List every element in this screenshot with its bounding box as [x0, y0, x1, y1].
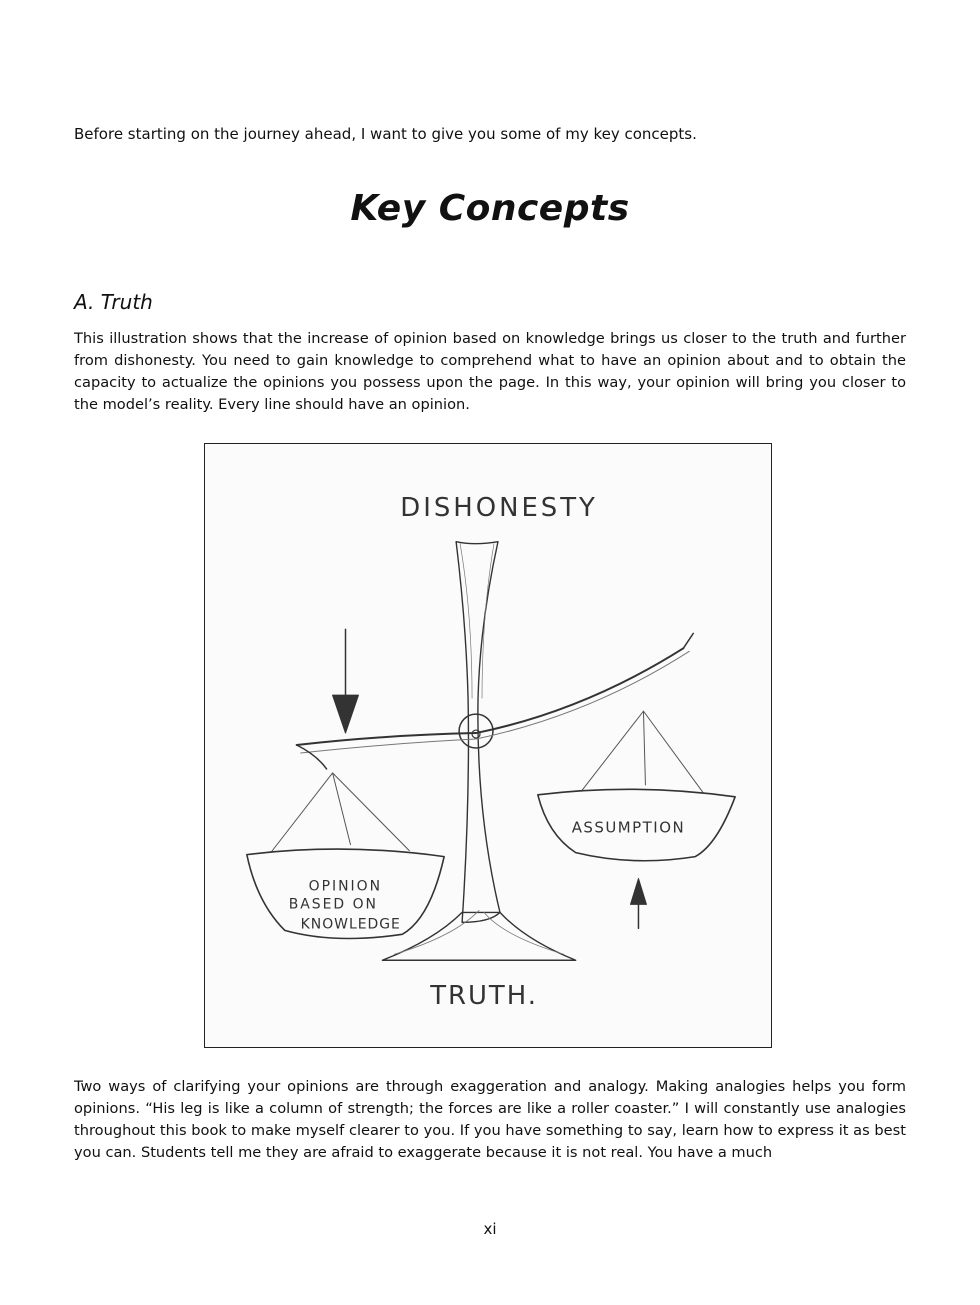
label-knowledge: KNOWLEDGE — [300, 916, 401, 933]
paragraph-truth: This illustration shows that the increase of opinion based on knowledge brings us closer to the truth and further from dishonesty. You need to gain knowledge to comprehend what to have an opinion about and to obtain the capacity to actualize the opinions you possess upon the page. In this way, your opinion will bring you closer to the model’s reality. Every line should have an opinion. — [74, 330, 906, 413]
scale-sketch — [205, 444, 771, 1047]
page-title: Key Concepts — [350, 188, 630, 229]
scale-base — [382, 912, 575, 960]
page-number: xi — [483, 1220, 497, 1238]
label-truth: TRUTH. — [430, 981, 538, 1012]
label-based-on: BASED ON — [288, 896, 378, 913]
label-assumption: ASSUMPTION — [571, 818, 686, 837]
section-heading: A. Truth — [74, 290, 153, 314]
label-dishonesty: DISHONESTY — [400, 492, 598, 523]
scale-illustration — [204, 443, 772, 1048]
intro-text: Before starting on the journey ahead, I want to give you some of my key concepts. — [74, 125, 697, 143]
label-opinion: OPINION — [308, 878, 383, 895]
paragraph-analogy: Two ways of clarifying your opinions are through exaggeration and analogy. Making analogies helps you form opinions. “His leg is like a column of strength; the forces are like a roller coaster.” I will constantly use analogies throughout this book to make myself clearer to you. If you have something to say, learn how to express it as best you can. Students tell me they are afraid to exaggerate because it is not real. You have a much — [74, 1078, 906, 1161]
